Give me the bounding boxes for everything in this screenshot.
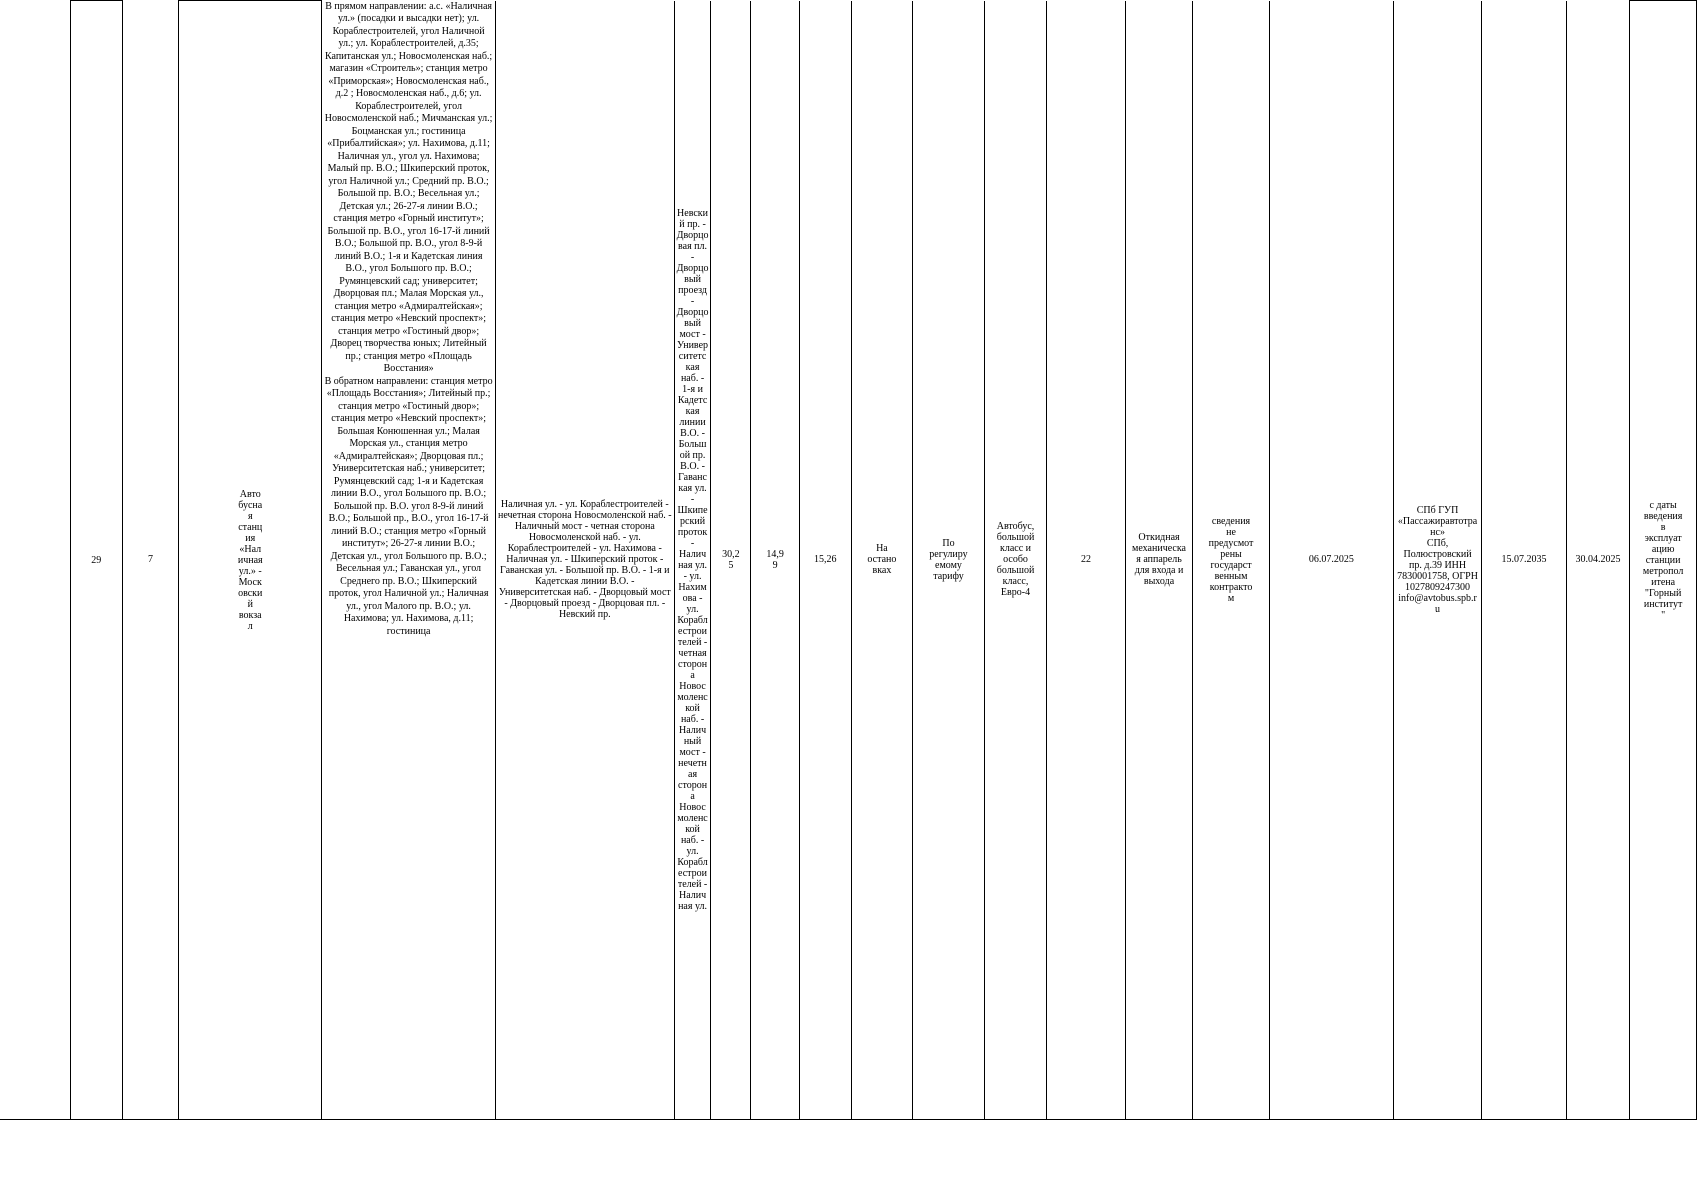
change-date: 30.04.2025 xyxy=(1575,554,1621,566)
carrier-info: СПб ГУП «Пассажиравтотранс» СПб, Полюстровский пр. д.39 ИНН 7830001758, ОГРН 1027809247300 info@avtobus.spb.ru xyxy=(1397,504,1478,615)
length-other-cell xyxy=(799,1,851,1120)
change-date-cell xyxy=(1566,1,1630,1120)
vehicle-cell xyxy=(984,1,1047,1120)
stops-list: В прямом направлении: а.с. «Наличная ул.» (посадки и высадки нет); ул. Кораблестроителей, угол Наличной ул.; ул. Кораблестроителей, д.35; Капитанская ул.; Новосмоленская наб.; магазин «Строитель»; станция метро «Приморская»; Новосмоленская наб., д.2 ; Новосмоленская наб., д.6; ул. Кораблестроителей, угол Новосмоленской наб.; Мичманская ул.; Боцманская ул.; гостиница «Прибалтийская»; ул. Нахимова, д.11; Наличная ул., угол ул. Нахимова; Малый пр. В.О.; Шкиперский проток, угол Наличной ул.; Средний пр. В.О.; Большой пр. В.О.; Весельная ул.; Детская ул.; 26-27-я линии В.О.; станция метро «Горный институт»; Большой пр. В.О., угол 16-17-й линий В.О.; Большой пр. В.О., угол 8-9-й линий В.О.; 1-я и Кадетская линия В.О., угол Большого пр. В.О.; Румянцевский сад; университет; Дворцовая пл.; Малая Морская ул., станция метро «Адмиралтейская»; станция метро «Невский проспект»; станция метро «Гостиный двор»; Дворец творчества юных; Литейный пр.; станция метро «Площадь Восстания» В обратном направлени: станция метро «Площадь Восстания»; Литейный пр.; станция метро «Гостиный двор»; станция метро «Невский проспект»; Большая Конюшенная ул.; Малая Морская ул., станция метро «Адмиралтейская»; Дворцовая пл.; Университетская наб.; университет; Румянцевский сад; 1-я и Кадетская линии В.О., угол Большого пр. В.О.; Большой пр. В.О. угол 8-9-й линий В.О.; Большой пр., В.О., угол 16-17-й линий В.О.; станция метро «Горный институт»; 26-27-я линии В.О.; Детская ул., угол Большого пр. В.О.; Весельная ул.; Гаванская ул., угол Среднего пр. В.О.; Шкиперский проток, угол Наличной ул.; Наличная ул., угол Малого пр. В.О.; ул. Нахимова; ул. Нахимова, д.11; гостиница xyxy=(324,0,493,637)
start-date: 06.07.2025 xyxy=(1308,554,1354,566)
boarding-order-cell xyxy=(851,1,913,1120)
route-name-cell xyxy=(179,1,322,1120)
tariff-type: По регулиру емому тарифу xyxy=(929,537,968,582)
equipment-cell xyxy=(1125,1,1193,1120)
route-number-cell xyxy=(122,1,179,1120)
route-forward-streets: Наличная ул. - ул. Кораблестроителей - нечетная сторона Новосмоленской наб. - Наличный мост - четная сторона Новосмоленской наб. - ул. Кораблестроителей - ул. Нахимова - Наличная ул. - Шкиперский проток - Гаванская ул. - Большой пр. В.О. - 1-я и Кадетская линии В.О. - Университетская наб. - Дворцовый мост - Дворцовый проезд - Дворцовая пл. - Невский пр. xyxy=(497,499,672,621)
route-number: 7 xyxy=(147,554,153,566)
route-forward-cell xyxy=(495,1,674,1120)
table-row xyxy=(0,1,1697,1120)
route-name: Авто бусна я станц ия «Нал ичная ул.» - Моск овски й вокза л xyxy=(237,488,263,632)
note: с даты введения в эксплуат ацию станции метропол итена "Горный институт " xyxy=(1642,499,1684,621)
vehicle-count-cell xyxy=(1047,1,1125,1120)
route-backward-cell xyxy=(674,1,711,1120)
note-cell xyxy=(1630,1,1697,1120)
equipment: Откидная механическа я аппарель для входа и выхода xyxy=(1132,532,1186,588)
start-date-cell xyxy=(1269,1,1393,1120)
length-backward: 14,9 9 xyxy=(766,548,784,571)
route-backward-streets: Невский пр. - Дворцовая пл. - Дворцовый проезд - Дворцовый мост - Университетская наб. - 1-я и Кадетская линии В.О. - Большой пр. В.О. - Гаванская ул. - Шкиперский проток - Наличная ул. - ул. Нахимова - ул. Кораблестроителей - четная сторона Новосмоленской наб. - Наличный мост - нечетная сторона Новосмоленской наб. - ул. Кораблестроителей - Наличная ул. xyxy=(676,207,709,912)
length-forward-cell xyxy=(711,1,751,1120)
end-date: 15.07.2035 xyxy=(1501,554,1547,566)
contract-info: сведения не предусмот рены государст венным контракто м xyxy=(1208,515,1254,604)
length-other: 15,26 xyxy=(814,554,837,566)
end-date-cell xyxy=(1482,1,1566,1120)
row-number-cell xyxy=(70,1,122,1120)
stops-cell xyxy=(322,1,496,1120)
vehicle-type: Автобус, большой класс и особо большой класс, Евро-4 xyxy=(996,521,1035,599)
length-backward-cell xyxy=(751,1,800,1120)
row-number: 29 xyxy=(91,554,102,566)
tariff-cell xyxy=(913,1,985,1120)
vehicle-count: 22 xyxy=(1081,554,1092,566)
carrier-cell xyxy=(1393,1,1481,1120)
boarding-order: На остано вках xyxy=(867,543,897,577)
contract-cell xyxy=(1193,1,1269,1120)
length-forward: 30,2 5 xyxy=(722,548,740,571)
